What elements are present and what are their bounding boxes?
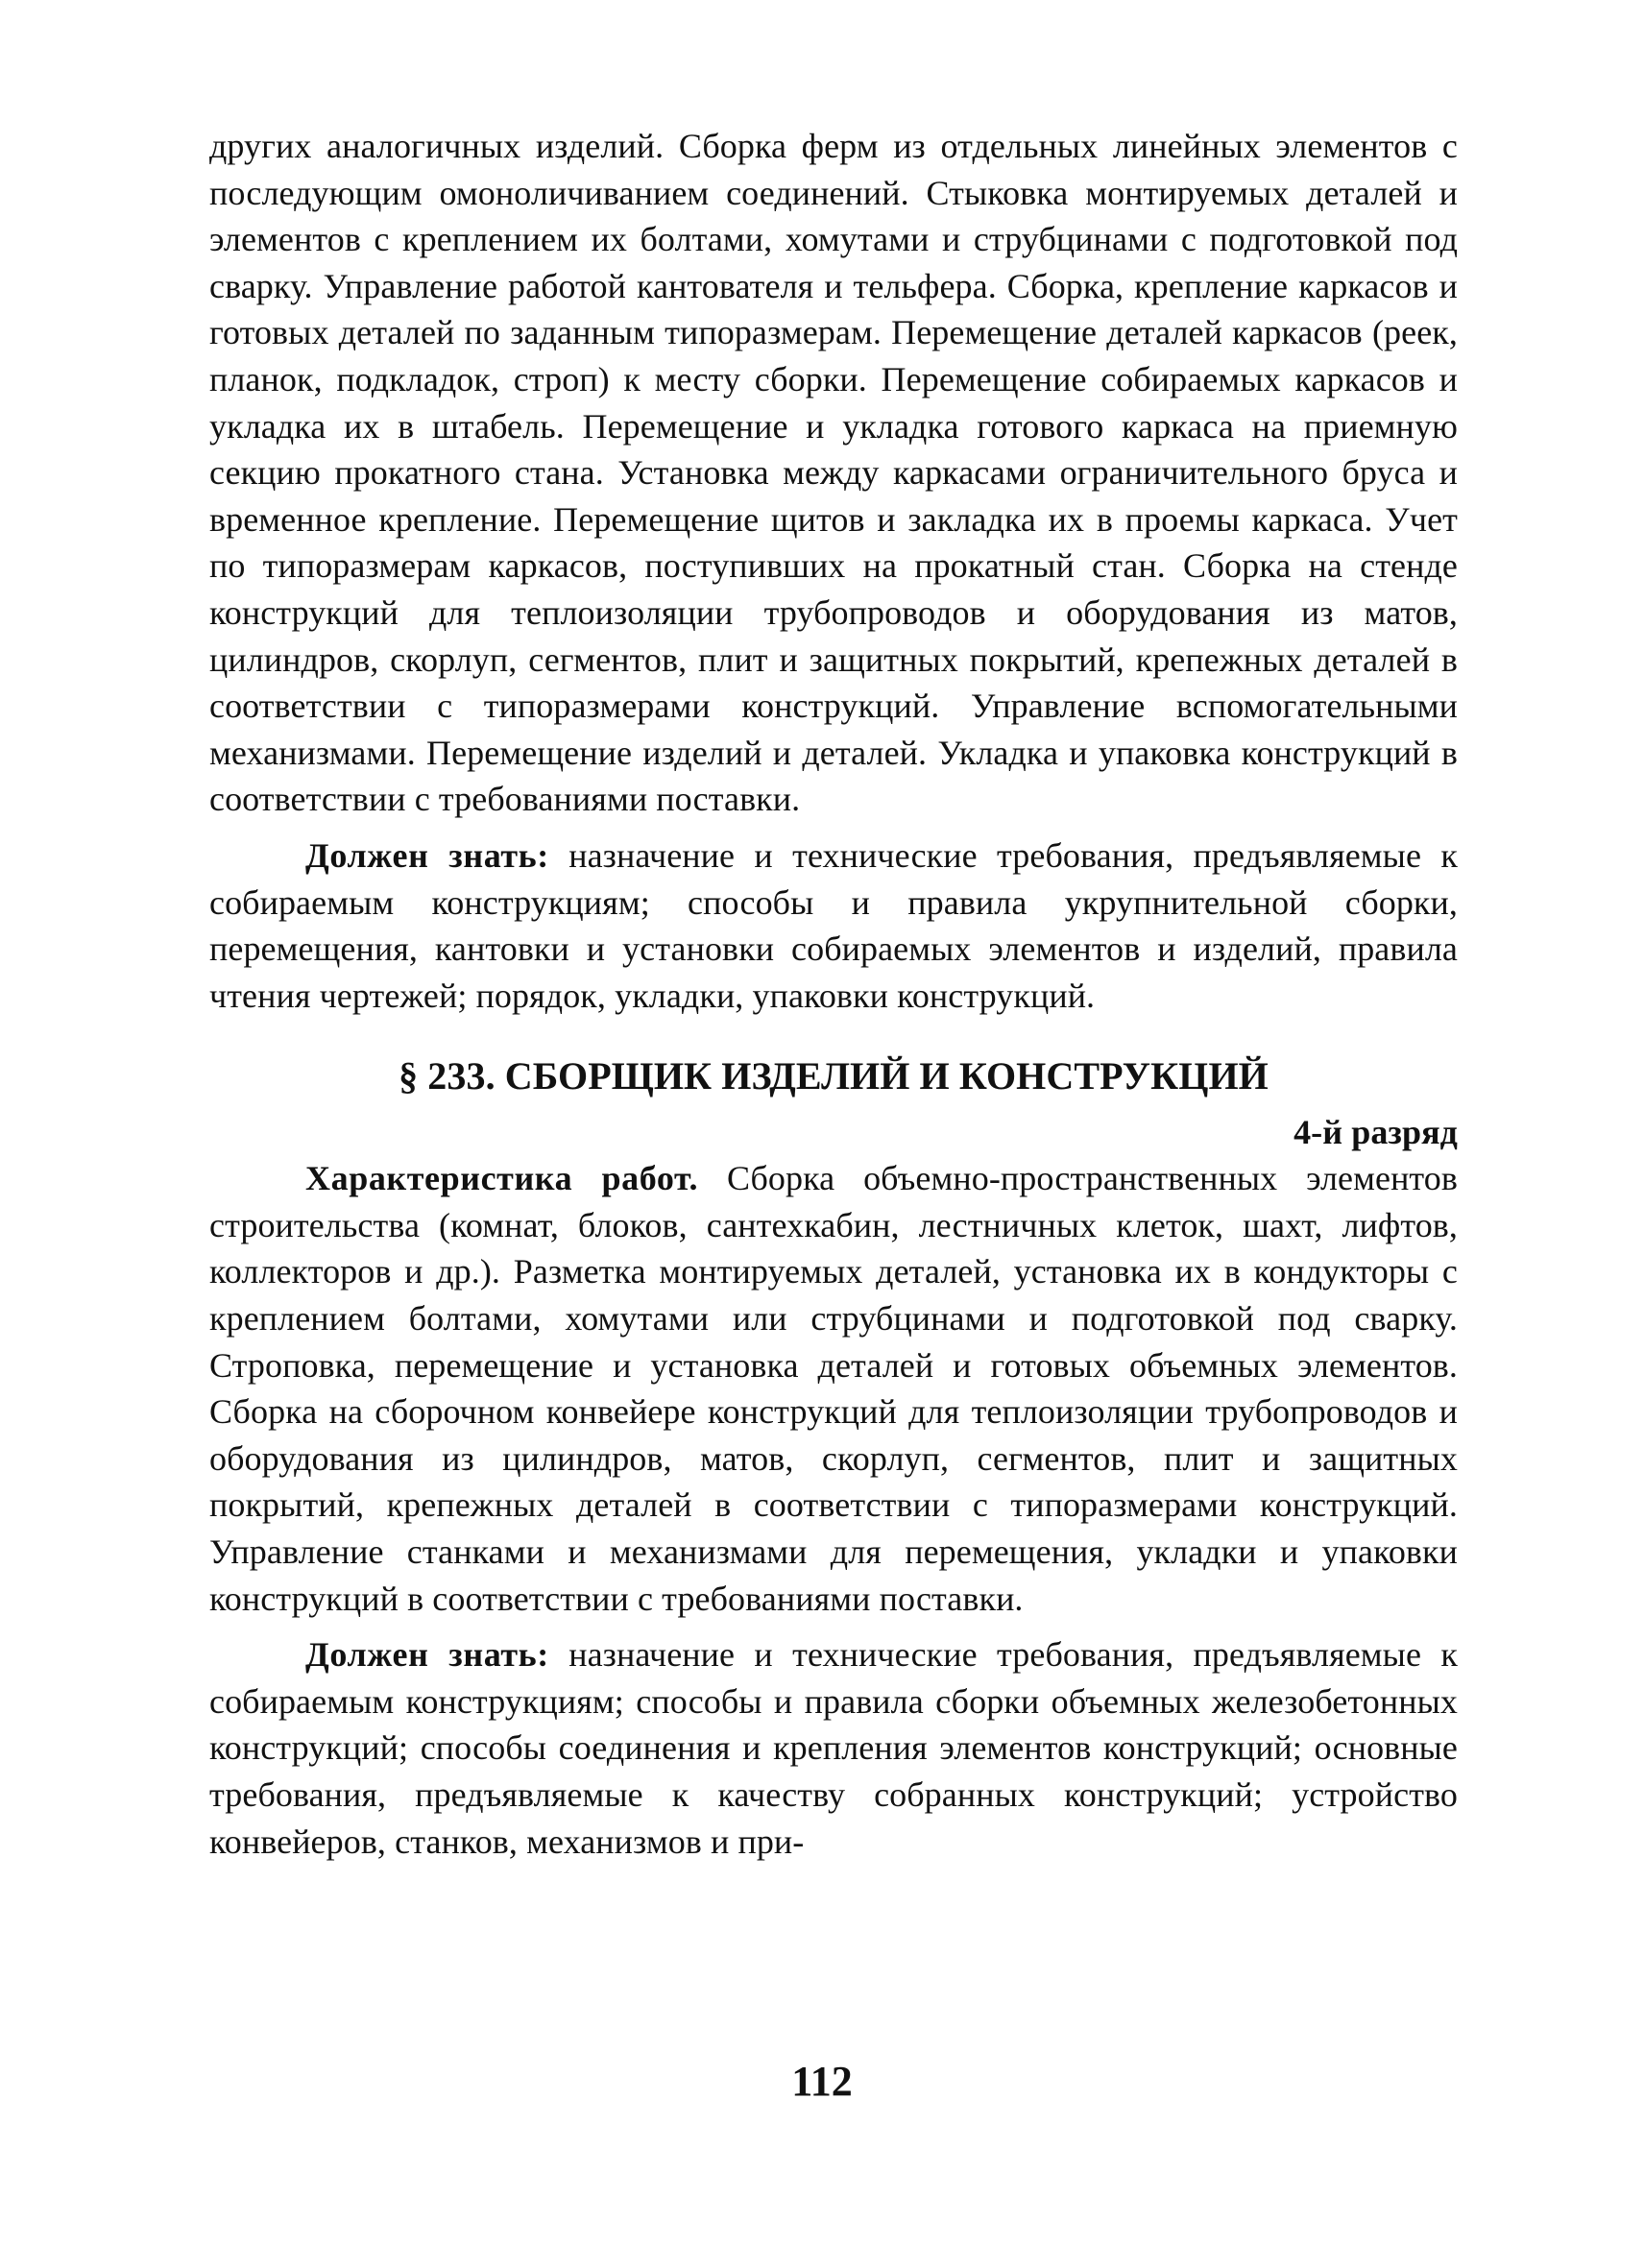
knowledge-text-2: назначение и технические требования, предъявляемые к собираемым конструкциям; способы и правила сборки объемных железобетонных конструкций; способы соединения и крепления элементов конструкций; основные требования, предъявляемые к качеству собранных конструкций; устройство конвейеров, станков, механизмов и при- (209, 1635, 1458, 1861)
knowledge-label-2: Должен знать: (305, 1635, 549, 1675)
document-page (209, 123, 1458, 1865)
knowledge-label: Должен знать: (305, 835, 549, 875)
characteristic-text: Сборка объемно-пространственных элементов строительства (комнат, блоков, сантехкабин, лестничных клеток, шахт, лифтов, коллекторов и др.). Разметка монтируемых деталей, установка их в кондукторы с креплением болтами, хомутами или струбцинами и подготовкой под сварку. Строповка, перемещение и установка деталей и готовых объемных элементов. Сборка на сборочном конвейере конструкций для теплоизоляции трубопроводов и оборудования из цилиндров, матов, скорлуп, сегментов, плит и защитных покрытий, крепежных деталей в соответствии с типоразмерами конструкций. Управление станками и механизмами для перемещения, укладки и упаковки конструкций в соответствии с требованиями поставки. (209, 1159, 1458, 1618)
page-number: 112 (791, 2058, 853, 2105)
rank-label: 4-й разряд (1293, 1113, 1458, 1152)
knowledge-text: назначение и технические требования, предъявляемые к собираемым конструкциям; способы и правила укрупнительной сборки, перемещения, кантовки и установки собираемых элементов и изделий, правила чтения чертежей; порядок, укладки, упаковки конструкций. (209, 835, 1458, 1015)
knowledge-requirements-paragraph-2 (209, 1631, 1458, 1865)
continuation-paragraph: других аналогичных изделий. Сборка ферм из отдельных линейных элементов с последующим омоноличиванием соединений. Стыковка монтируемых деталей и элементов с креплением их болтами, хомутами и струбцинами с подготовкой под сварку. Управление работой кантователя и тельфера. Сборка, крепление каркасов и готовых деталей по заданным типоразмерам. Перемещение деталей каркасов (реек, планок, подкладок, строп) к месту сборки. Перемещение собираемых каркасов и укладка их в штабель. Перемещение и укладка готового каркаса на приемную секцию прокатного стана. Установка между каркасами ограничительного бруса и временное крепление. Перемещение щитов и закладка их в проемы каркаса. Учет по типоразмерам каркасов, поступивших на прокатный стан. Сборка на стенде конструкций для теплоизоляции трубопроводов и оборудования из матов, цилиндров, скорлуп, сегментов, плит и защитных покрытий, крепежных деталей в соответствии с типоразмерами конструкций. Управление вспомогательными механизмами. Перемещение изделий и деталей. Укладка и упаковка конструкций в соответствии с требованиями поставки. (209, 127, 1458, 819)
work-characteristic-paragraph (209, 1155, 1458, 1622)
section-heading: § 233. СБОРЩИК ИЗДЕЛИЙ И КОНСТРУКЦИЙ (399, 1054, 1269, 1098)
characteristic-label: Характеристика работ. (305, 1159, 699, 1198)
knowledge-requirements-paragraph (209, 832, 1458, 1019)
